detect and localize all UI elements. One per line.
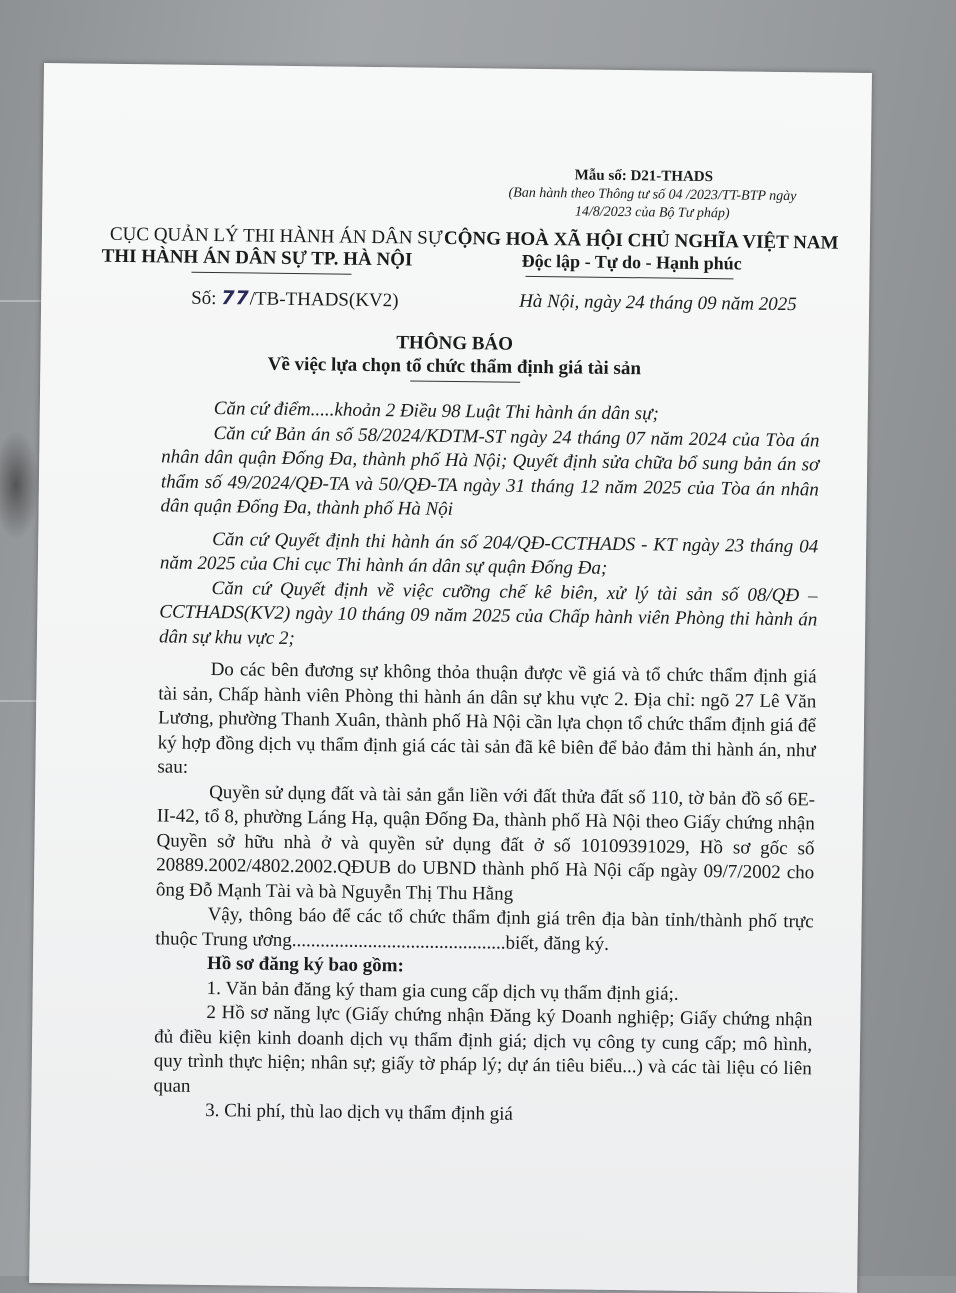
subtitle-underline [410, 380, 520, 382]
nation-name: CỘNG HOÀ XÃ HỘI CHỦ NGHĨA VIỆT NAM [443, 227, 839, 254]
form-code: Mẫu số: D21-THADS [574, 167, 714, 186]
notice-document [29, 63, 872, 1293]
document-date: Hà Nội, ngày 24 tháng 09 năm 2025 [519, 290, 797, 316]
registration-item: 2 Hồ sơ năng lực (Giấy chứng nhận Đăng ký Doanh nghiệp; Giấy chứng nhận đủ điều kiện kinh doanh dịch vụ thẩm định giá; dịch vụ công ty cung cấp; mô hình, quy trình thực hiện; nhân sự; giấy tờ pháp lý; dự án tiêu biểu...) và các tài liệu có liên quan [153, 1001, 813, 1097]
registration-item: 3. Chi phí, thù lao dịch vụ thẩm định giá [205, 1099, 514, 1125]
number-suffix: /TB-THADS(KV2) [249, 288, 399, 312]
legal-basis-2: Căn cứ Bản án số 58/2024/KDTM-ST ngày 24 tháng 07 năm 2024 của Tòa án nhân dân quận Đống Đa, thành phố Hà Nội; Quyết định sửa chữa bổ sung bản án sơ thẩm số 49/2024/QĐ-TA và 50/QĐ-TA ngày 31 tháng 12 năm 2025 của Tòa án nhân dân quận Đống Đa, thành phố Hà Nội [160, 422, 820, 520]
reason-paragraph: Do các bên đương sự không thỏa thuận được về giá và tổ chức thẩm định giá tài sản, Chấp hành viên Phòng thi hành án dân sự khu vực 2. Địa chỉ: ngõ 27 Lê Văn Lương, phường Thanh Xuân, thành phố Hà Nội cần lựa chọn tổ chức thẩm định giá để ký hợp đồng dịch vụ thẩm định giá các tài sản đã kê biên để bảo đảm thi hành án, như sau: [157, 659, 817, 778]
legal-basis-4: Căn cứ Quyết định về việc cưỡng chế kê biên, xử lý tài sản số 08/QĐ – CCTHADS(KV2) ngày 10 tháng 09 năm 2025 của Chấp hành viên Phòng thi hành án dân sự khu vực 2; [158, 577, 818, 649]
legal-basis-3: Căn cứ Quyết định thi hành án số 204/QĐ-CCTHADS - KT ngày 23 tháng 04 năm 2025 của Chi cục Thi hành án dân sự quận Đống Đa; [159, 528, 819, 579]
agency-underline [191, 272, 351, 275]
registration-item: 1. Văn bản đăng ký tham gia cung cấp dịch vụ thẩm định giá;. [206, 977, 679, 1005]
announcement-paragraph: Vậy, thông báo để các tổ chức thẩm định giá trên địa bàn tỉnh/thành phố trực thuộc Trung ương.............................................biết, đăng ký. [155, 904, 814, 955]
nation-motto: Độc lập - Tự do - Hạnh phúc [521, 250, 742, 274]
form-issued-note: (Ban hành theo Thông tư số 04 /2023/TT-BTP ngày 14/8/2023 của Bộ Tư pháp) [508, 185, 797, 222]
asset-description: Quyền sử dụng đất và tài sản gắn liền với đất thửa đất số 110, tờ bản đồ số 6E-II-42, tổ 8, phường Láng Hạ, quận Đống Đa, thành phố Hà Nội theo Giấy chứng nhận Quyền sở hữu nhà ở và quyền sử dụng đất ở số 10109391029, Hồ sơ gốc số 20889.2002/4802.2002.QĐUB do UBND thành phố Hà Nội cấp ngày 09/7/2002 cho ông Đỗ Mạnh Tài và bà Nguyễn Thị Thu Hằng [155, 781, 816, 905]
document-subtitle: Về việc lựa chọn tổ chức thẩm định giá tài sản [267, 353, 642, 380]
number-prefix: Số: [191, 287, 222, 310]
document-title: THÔNG BÁO [396, 332, 514, 355]
agency-name: THI HÀNH ÁN DÂN SỰ TP. HÀ NỘI [101, 245, 413, 271]
legal-basis-1: Căn cứ điểm.....khoản 2 Điều 98 Luật Thi hành án dân sự; [213, 398, 659, 425]
motto-underline [525, 276, 733, 280]
registration-heading: Hồ sơ đăng ký bao gồm: [206, 953, 405, 977]
document-number [191, 287, 399, 313]
agency-parent: CỤC QUẢN LÝ THI HÀNH ÁN DÂN SỰ [109, 223, 443, 249]
handwritten-number: 77 [221, 287, 250, 310]
floor-stain [0, 430, 40, 540]
document-body [153, 396, 820, 1130]
